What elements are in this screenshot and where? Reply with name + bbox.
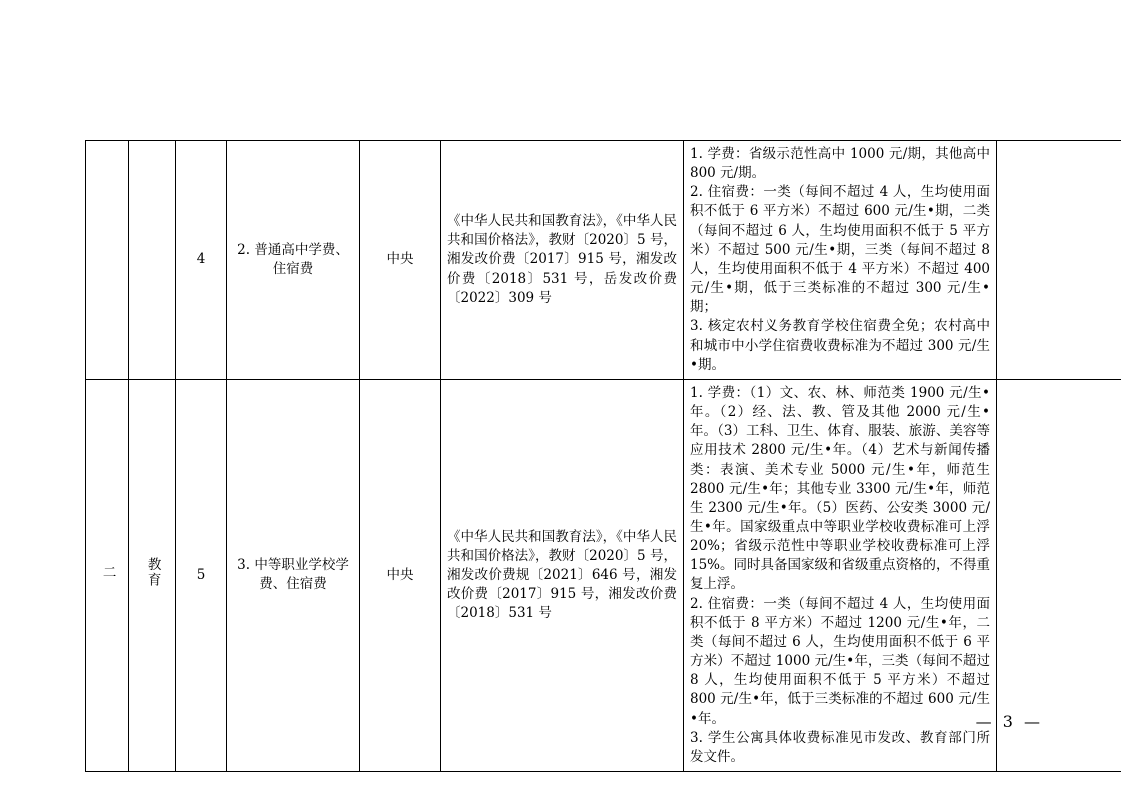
table-row	[86, 141, 1121, 380]
standard-line: 2. 住宿费：一类（每间不超过 4 人，生均使用面积不低于 8 平方米）不超过 1200 元/生•年，二类（每间不超过 6 人，生均使用面积不低于 6 平方米）不超过 1000 元/生•年，三类（每间不超过 8 人，生均使用面积不低于 5 平方米）不超过 800 元/生•年，低于三类标准的不超过 600 元/生•年。	[690, 595, 990, 727]
row-department-cell	[129, 379, 176, 771]
row-level-cell: 中央	[360, 379, 441, 771]
row-basis-text: 《中华人民共和国教育法》，《中华人民共和国价格法》，教财〔2020〕5 号，湘发改价费规〔2021〕646 号，湘发改价费〔2017〕915 号，湘发改价费〔2018〕531 号	[447, 528, 677, 622]
row-standards-cell	[684, 379, 997, 771]
table-row	[86, 379, 1121, 771]
standard-line: 3. 学生公寓具体收费标准见市发改、教育部门所发文件。	[690, 729, 990, 765]
row-remark-cell	[997, 141, 1121, 380]
standard-line: 1. 学费：省级示范性高中 1000 元/期，其他高中 800 元/期。	[690, 146, 990, 182]
row-department-text: 教育	[144, 556, 161, 588]
row-number-cell: 5	[176, 379, 227, 771]
row-category-cell	[86, 141, 129, 380]
page-number: — 3 —	[975, 712, 1043, 731]
row-category-text: 二	[99, 564, 116, 581]
row-level-cell: 中央	[360, 141, 441, 380]
row-number-cell: 4	[176, 141, 227, 380]
fee-standards-table	[85, 140, 1121, 772]
row-item-cell: 2. 普通高中学费、住宿费	[227, 141, 360, 380]
row-basis-cell	[441, 141, 684, 380]
row-item-cell: 3. 中等职业学校学费、住宿费	[227, 379, 360, 771]
row-category-cell	[86, 379, 129, 771]
standard-line: 1. 学费：（1）文、农、林、师范类 1900 元/生•年。（2）经、法、教、管及其他 2000 元/生•年。（3）工科、卫生、体育、服装、旅游、美容等应用技术 2800 元/生•年。（4）艺术与新闻传播类：表演、美术专业 5000 元/生•年，师范生 2800 元/生•年；其他专业 3300 元/生•年，师范生 2300 元/生•年。（5）医药、公安类 3000 元/生•年。国家级重点中等职业学校收费标准可上浮 20%；省级示范性中等职业学校收费标准可上浮 15%。同时具备国家级和省级重点资格的，不得重复上浮。	[690, 384, 991, 593]
standard-line: 2. 住宿费：一类（每间不超过 4 人，生均使用面积不低于 6 平方米）不超过 600 元/生•期，二类（每间不超过 6 人，生均使用面积不低于 5 平方米）不超过 500 元/生•期，三类（每间不超过 8 人，生均使用面积不低于 4 平方米）不超过 400 元/生•期，低于三类标准的不超过 300 元/生•期；	[690, 184, 990, 316]
row-basis-cell	[441, 379, 684, 771]
row-basis-text: 《中华人民共和国教育法》，《中华人民共和国价格法》，教财〔2020〕5 号，湘发改价费〔2017〕915 号，湘发改价费〔2018〕531 号，岳发改价费〔2022〕309 号	[447, 213, 677, 306]
standard-line: 3. 核定农村义务教育学校住宿费全免；农村高中和城市中小学住宿费收费标准为不超过 300 元/生•期。	[690, 318, 990, 373]
row-department-cell	[129, 141, 176, 380]
row-standards-cell	[684, 141, 997, 380]
